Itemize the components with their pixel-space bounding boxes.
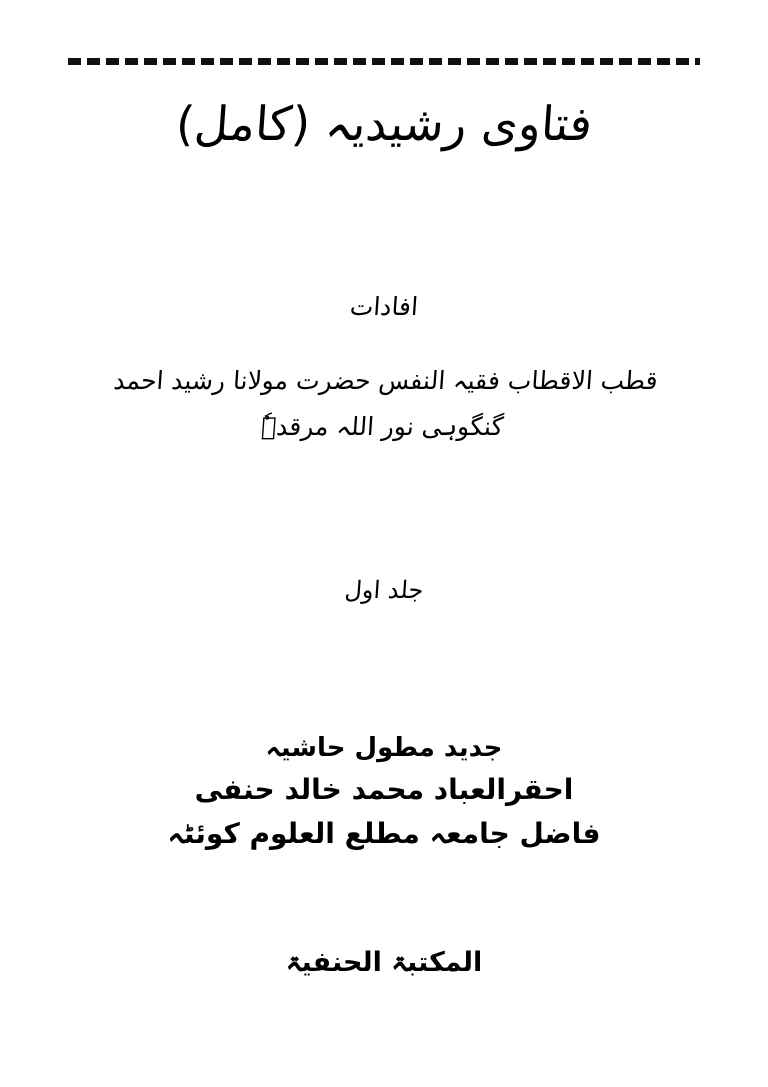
ifadat-label: افادات [348, 292, 420, 321]
publisher-name: المکتبۃ الحنفیۃ [285, 947, 483, 978]
annotation-block [0, 728, 768, 855]
annotator-name: احقرالعباد محمد خالد حنفی [194, 773, 574, 807]
book-title: فتاوی رشیدیہ (کامل) [174, 97, 594, 152]
annotator-affiliation: فاضل جامعہ مطلع العلوم کوئٹہ [167, 816, 601, 850]
author-line-1: قطب الاقطاب فقیہ النفس حضرت مولانا رشید احمد [112, 366, 659, 395]
volume-label: جلد اول [343, 576, 425, 604]
author-line-2: گنگوہی نور اللہ مرقدہٗ [260, 412, 505, 442]
annotation-heading: جدید مطول حاشیہ [265, 733, 503, 763]
author-block [0, 358, 768, 451]
